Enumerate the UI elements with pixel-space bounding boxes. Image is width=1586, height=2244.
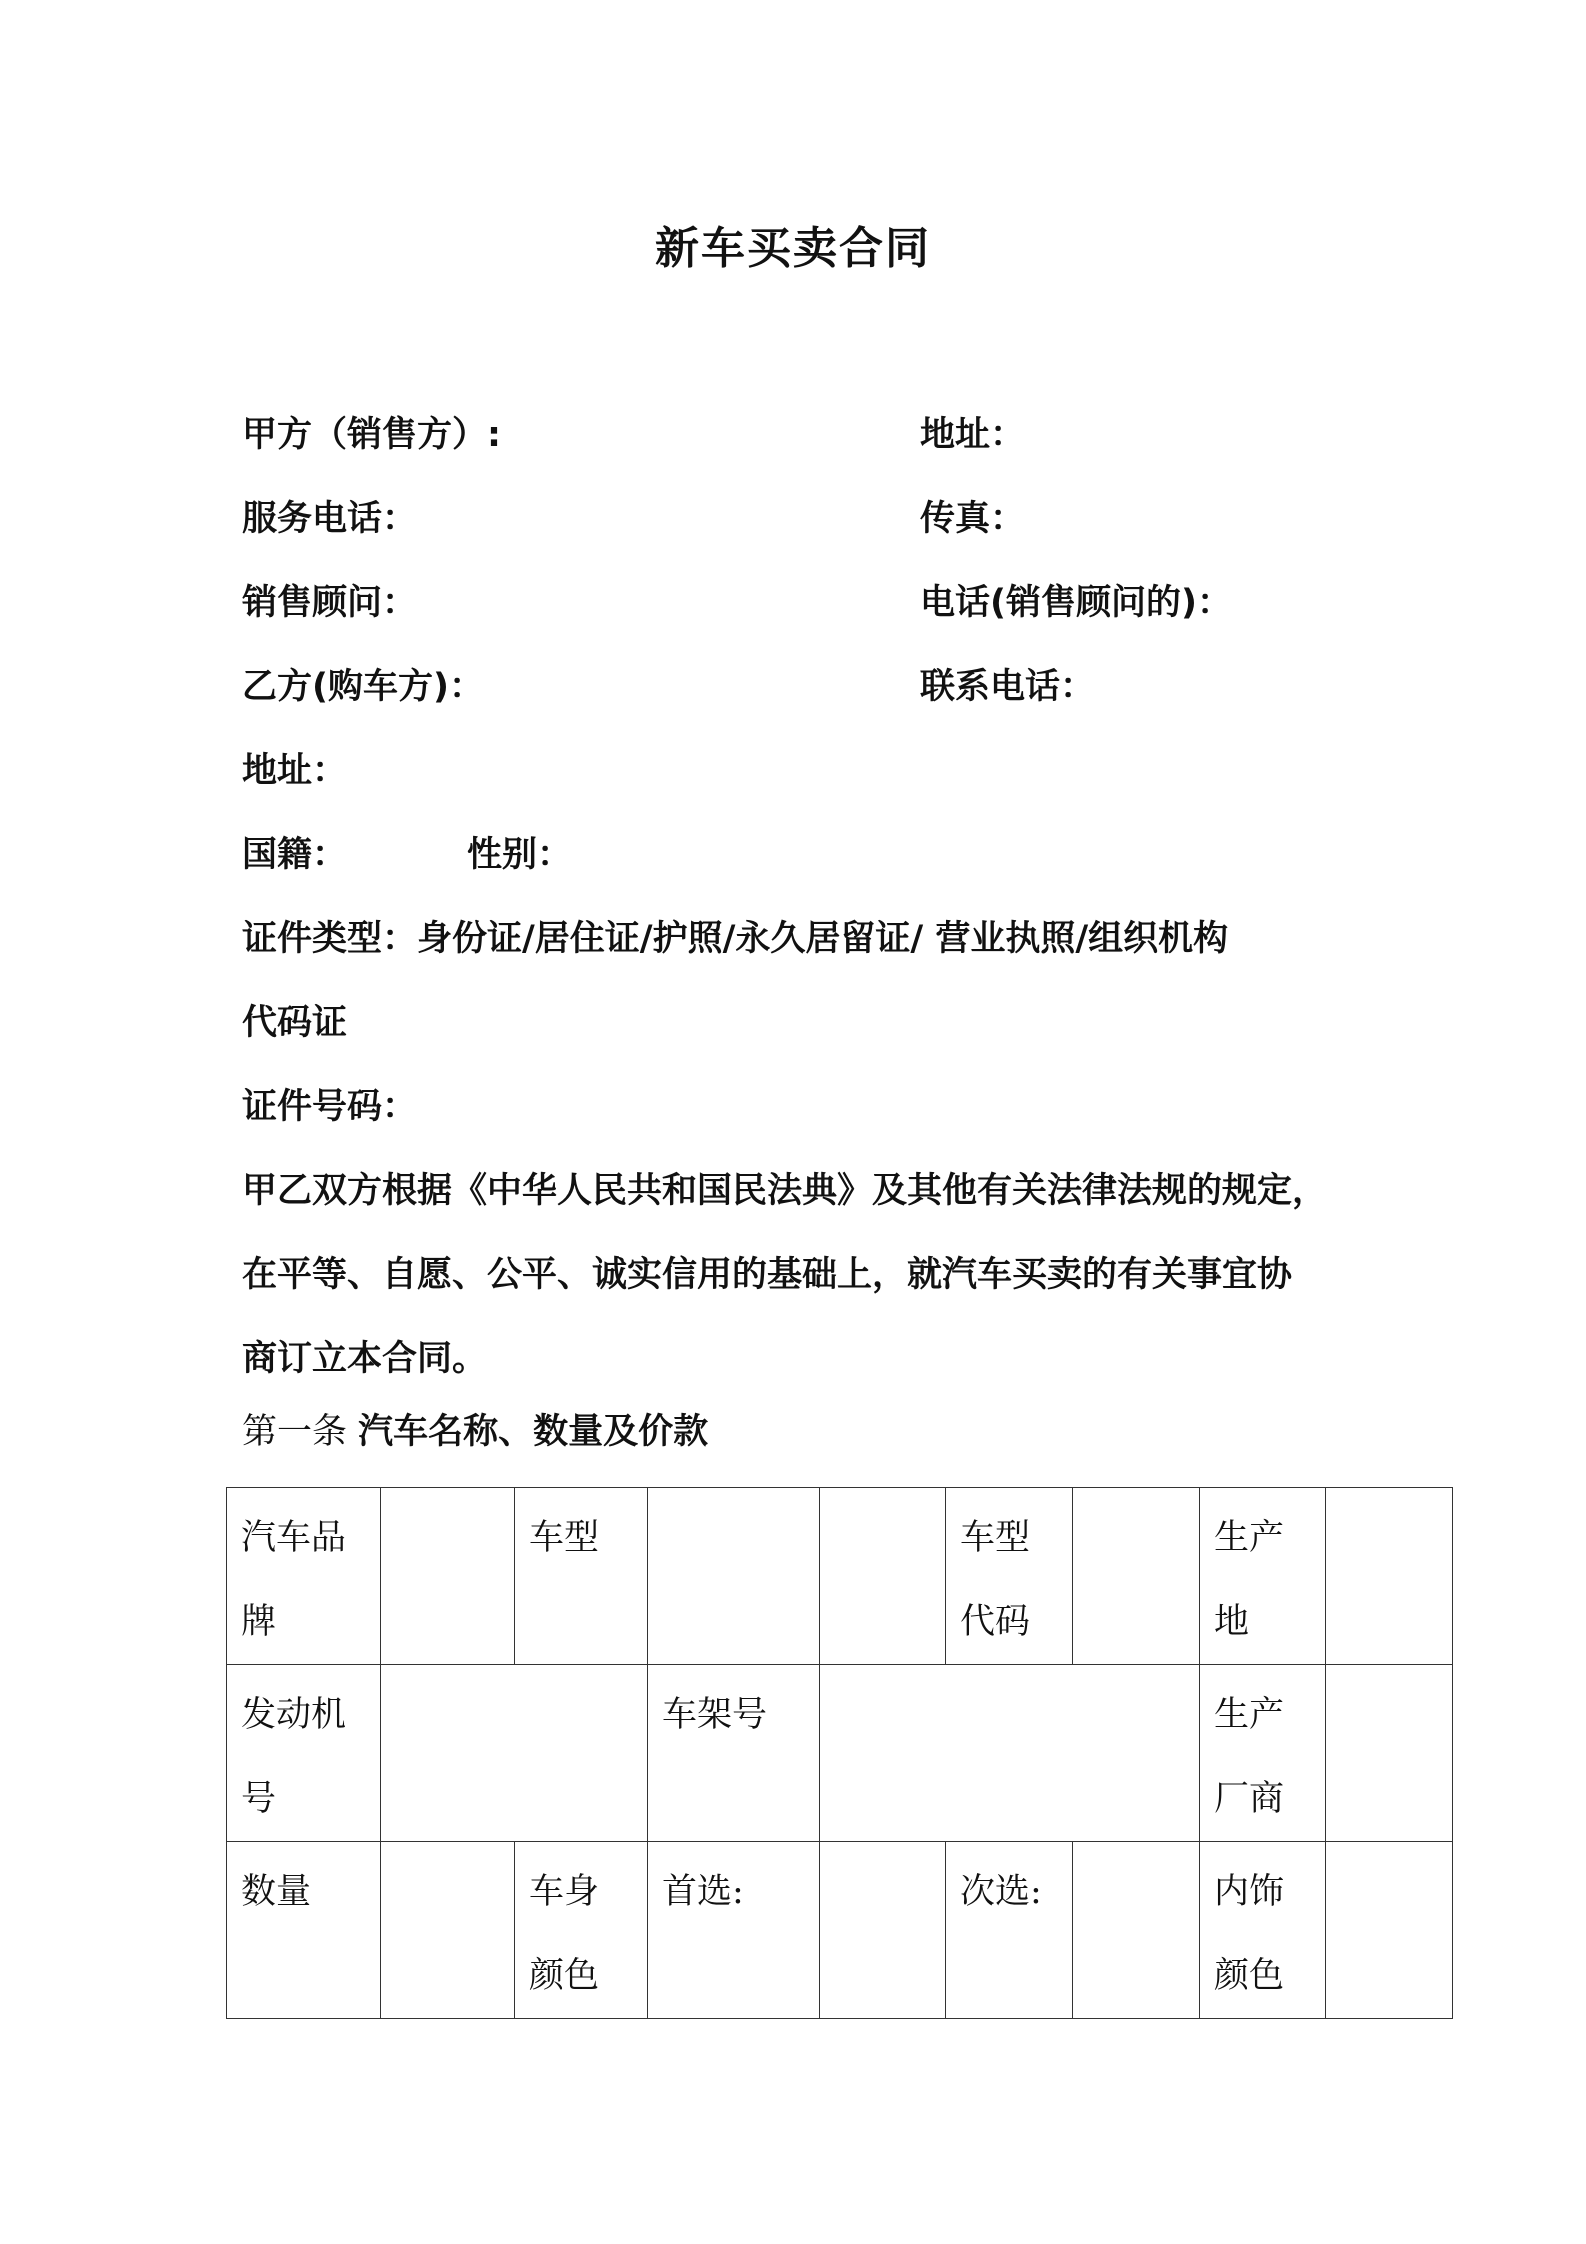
party-a-label: 甲方（销售方）:: [242, 415, 501, 455]
intro-line-2: 在平等、自愿、公平、诚实信用的基础上，就汽车买卖的有关事宜协: [242, 1255, 1293, 1295]
article-1-heading: [242, 1410, 708, 1454]
body-color-label: 车身颜色: [515, 1842, 648, 2019]
quantity-label: 数量: [227, 1842, 381, 2019]
model-extra-cell[interactable]: [820, 1488, 946, 1665]
model-label: 车型: [515, 1488, 648, 1665]
contact-phone-label: 联系电话：: [920, 667, 1096, 707]
id-type-continued: 代码证: [242, 1003, 348, 1043]
interior-color-value-cell[interactable]: [1326, 1842, 1453, 2019]
vehicle-info-table: [226, 1487, 1453, 2019]
nationality-label: 国籍：: [242, 835, 348, 875]
article-1-prefix: 第一条: [242, 1412, 348, 1452]
model-value-cell[interactable]: [648, 1488, 820, 1665]
first-choice-value-cell[interactable]: [820, 1842, 946, 2019]
sales-consultant-label: 销售顾问：: [242, 583, 418, 623]
party-a-address-label: 地址：: [920, 415, 1026, 455]
origin-label: 生产地: [1200, 1488, 1326, 1665]
brand-label: 汽车品牌: [227, 1488, 381, 1665]
table-row: [227, 1842, 1453, 2019]
manufacturer-label: 生产厂商: [1200, 1665, 1326, 1842]
second-choice-label: 次选:: [946, 1842, 1073, 2019]
frame-no-label: 车架号: [648, 1665, 820, 1842]
party-b-address-label: 地址：: [242, 751, 348, 791]
id-number-label: 证件号码：: [242, 1087, 418, 1127]
quantity-value-cell[interactable]: [381, 1842, 515, 2019]
id-type-label: 证件类型：身份证/居住证/护照/永久居留证/ 营业执照/组织机构: [242, 919, 1229, 959]
gender-label: 性别：: [467, 835, 573, 875]
origin-value-cell[interactable]: [1326, 1488, 1453, 1665]
engine-no-label: 发动机号: [227, 1665, 381, 1842]
intro-line-3: 商订立本合同。: [242, 1339, 488, 1379]
first-choice-label: 首选:: [648, 1842, 820, 2019]
brand-value-cell[interactable]: [381, 1488, 515, 1665]
fax-label: 传真：: [920, 499, 1026, 539]
intro-line-1: 甲乙双方根据《中华人民共和国民法典》及其他有关法律法规的规定，: [242, 1171, 1328, 1211]
document-title: 新车买卖合同: [655, 223, 931, 274]
model-code-label: 车型代码: [946, 1488, 1073, 1665]
manufacturer-value-cell[interactable]: [1326, 1665, 1453, 1842]
article-1-title: 汽车名称、数量及价款: [358, 1412, 709, 1452]
second-choice-value-cell[interactable]: [1073, 1842, 1200, 2019]
engine-no-value-cell[interactable]: [381, 1665, 648, 1842]
table-row: [227, 1488, 1453, 1665]
consultant-phone-label: 电话(销售顾问的)：: [920, 583, 1232, 623]
interior-color-label: 内饰颜色: [1200, 1842, 1326, 2019]
table-row: [227, 1665, 1453, 1842]
frame-no-value-cell[interactable]: [820, 1665, 1200, 1842]
party-b-label: 乙方(购车方)：: [242, 667, 484, 707]
service-phone-label: 服务电话：: [242, 499, 418, 539]
model-code-value-cell[interactable]: [1073, 1488, 1200, 1665]
